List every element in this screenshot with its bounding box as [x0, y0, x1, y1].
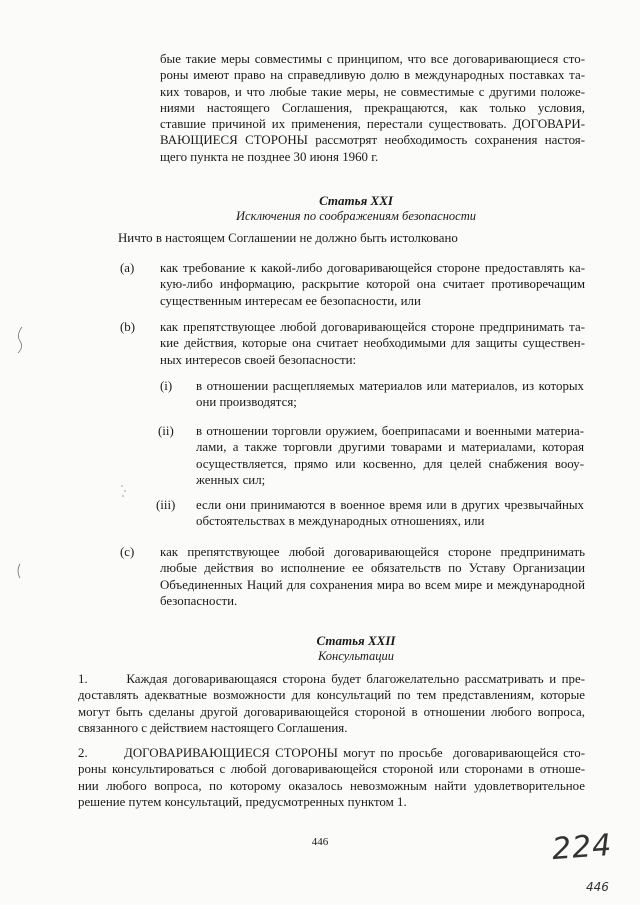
- article-21-title: Статья XXI: [319, 193, 393, 208]
- item-b-text: [160, 319, 585, 368]
- scan-mark-dots: [118, 482, 130, 502]
- text-line: ных интересов своей безопасности:: [160, 352, 357, 367]
- subitem-iii-marker: (iii): [156, 498, 176, 512]
- text-line: бые такие меры совместимы с принципом, что все договаривающиеся сто-: [160, 52, 585, 66]
- text-line: как препятствующее любой договаривающейся стороне предпринимать та-: [160, 320, 585, 334]
- text-line: ких товаров, и что любые такие меры, не совместимые с другими положе-: [160, 84, 585, 99]
- text-line: кие действия, которые она считает необходимыми для защиты существен-: [160, 336, 585, 351]
- text-line: щего пункта не позднее 30 июня 1960 г.: [160, 149, 379, 164]
- item-a-text: [160, 260, 585, 309]
- text-line: женных сил;: [196, 472, 266, 487]
- text-line: они производятся;: [196, 395, 297, 410]
- handwritten-number: 224: [550, 827, 614, 868]
- text-line: решение путем консультаций, предусмотренных пунктом 1.: [78, 794, 407, 809]
- opening-paragraph: [160, 51, 585, 165]
- handwritten-small-number: 446: [586, 880, 609, 894]
- text-line: лами, а также торговли другими товарами и материалами, которая: [196, 440, 584, 455]
- scan-mark-left-lower: [14, 563, 24, 579]
- text-line: Ничто в настоящем Соглашении не должно быть истолковано: [118, 231, 458, 245]
- scan-mark-left: [12, 325, 26, 355]
- text-line: как препятствующее любой договаривающейся стороне предпринимать: [160, 545, 585, 559]
- subitem-ii-marker: (ii): [158, 424, 174, 438]
- page-number: 446: [311, 836, 329, 848]
- text-line: ниями настоящего Соглашения, прекращаются, как только условия,: [160, 100, 585, 115]
- text-line: 2. ДОГОВАРИВАЮЩИЕСЯ СТОРОНЫ могут по просьбе договаривающейся сто-: [78, 746, 585, 760]
- text-line: роны консультироваться с любой договаривающейся стороной или сторонами в отноше-: [78, 762, 585, 777]
- article-21-intro: [118, 230, 498, 246]
- text-line: роны имеют право на справедливую долю в международных поставках та-: [160, 68, 585, 83]
- article-22-subtitle: Консультации: [317, 649, 395, 663]
- subitem-i-text: [196, 378, 584, 411]
- text-line: доставлять адекватные возможности для консультаций по тем представлениям, которые: [78, 688, 585, 703]
- text-line: если они принимаются в военное время или в других чрезвычайных: [196, 498, 584, 512]
- text-line: нии любого вопроса, по которому оказалось невозможным найти удовлетворительное: [78, 778, 585, 793]
- text-line: Объединенных Наций для сохранения мира во всем мире и международной: [160, 577, 585, 592]
- subitem-iii-text: [196, 497, 584, 530]
- text-line: безопасности.: [160, 593, 238, 608]
- text-line: как требование к какой-либо договаривающейся стороне предоставлять ка-: [160, 261, 585, 275]
- text-line: осуществляется, прямо или косвенно, для целей снабжения вооу-: [196, 456, 584, 471]
- item-a-marker: (a): [120, 261, 135, 275]
- item-b-marker: (b): [120, 320, 136, 334]
- text-line: в отношении расщепляемых материалов или материалов, из которых: [196, 379, 584, 393]
- text-line: в отношении торговли оружием, боеприпасами и военными материа-: [196, 424, 584, 438]
- item-c-text: [160, 544, 585, 609]
- article-22-paragraph-1: [78, 671, 585, 736]
- text-line: ставшие причиной их применения, перестали существовать. ДОГОВАРИ-: [160, 117, 585, 132]
- article-22-paragraph-2: [78, 745, 585, 810]
- article-22-title: Статья XXII: [316, 633, 396, 648]
- article-21-subtitle: Исключения по соображениям безопасности: [236, 209, 476, 223]
- text-line: могут быть сделаны другой договаривающейся стороной в отношении любого вопроса,: [78, 704, 585, 719]
- subitem-i-marker: (i): [160, 379, 173, 393]
- item-c-marker: (c): [120, 545, 135, 559]
- text-line: кую-либо информацию, раскрытие которой она считает противоречащим: [160, 277, 585, 292]
- text-line: любые действия во исполнение ее обязательств по Уставу Организации: [160, 561, 585, 576]
- text-line: связанного с действием настоящего Соглашения.: [78, 720, 348, 735]
- subitem-ii-text: [196, 423, 584, 488]
- text-line: обстоятельствах в международных отношениях, или: [196, 514, 485, 529]
- text-line: ВАЮЩИЕСЯ СТОРОНЫ рассмотрят необходимость сохранения настоя-: [160, 133, 585, 148]
- text-line: 1. Каждая договаривающаяся сторона будет благожелательно рассматривать и пре-: [78, 672, 585, 686]
- text-line: существенным интересам ее безопасности, или: [160, 293, 421, 308]
